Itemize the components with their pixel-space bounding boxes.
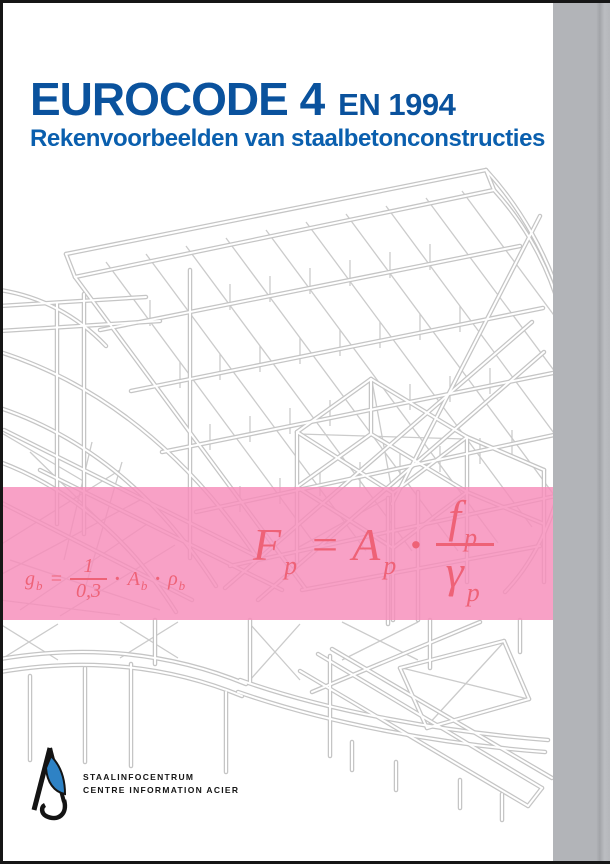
page-edge-left [0,0,3,864]
publisher-line-nl: STAALINFOCENTRUM [83,772,195,782]
equals-sign: = [49,567,63,590]
multiply-dot: · [408,519,424,571]
formula-fp-lhs: F $_p$ [253,519,298,581]
formula-gb-term-ab: $A_b$ [127,567,148,593]
page-title: EUROCODE 4 [30,73,325,125]
multiply-dot: · [154,567,162,590]
title-block [30,73,545,152]
right-gray-band [553,0,610,864]
publisher-name [83,744,239,797]
fraction-fp-over-gammap: $\frac{f _p}{\gamma _p}$ [436,493,494,597]
page-edge-top [0,0,610,3]
fraction-1-over-03: $\frac{1}{0,3}$ [70,556,107,602]
publisher-block [28,744,239,822]
title-code-suffix: EN 1994 [338,87,456,122]
multiply-dot: · [114,567,121,590]
equals-sign: = [309,519,341,571]
formula-gb-term-rho: $\rho_b$ [168,567,186,593]
formula-band [3,487,553,620]
staalinfocentrum-logo-icon [28,744,76,822]
formula-gb [25,556,185,602]
formula-fp [253,491,494,608]
formula-fp-term-ap: A $_p$ [352,519,397,581]
formula-gb-lhs: $g_b$ [25,567,43,593]
page-subtitle: Rekenvoorbeelden van staalbetonconstructies [30,125,545,152]
publisher-line-fr: CENTRE INFORMATION ACIER [83,785,240,796]
